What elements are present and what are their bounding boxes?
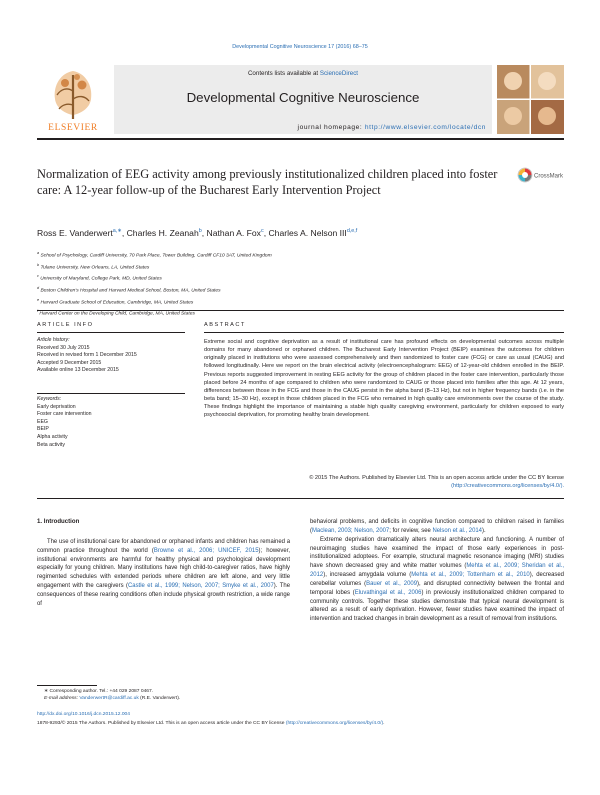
- copyright-text: © 2015 The Authors. Published by Elsevier Ltd. This is an open access article under the CC BY license: [309, 475, 564, 481]
- abstract-heading: ABSTRACT: [204, 322, 246, 328]
- masthead-rule: [37, 138, 564, 140]
- body-column-right: [310, 518, 564, 624]
- history-item: Accepted 9 December 2015: [37, 359, 102, 366]
- body-column-left: [37, 518, 290, 609]
- affiliation-marker: a: [37, 251, 40, 255]
- footer-license-link[interactable]: (http://creativecommons.org/licenses/by/4.0/): [285, 721, 384, 726]
- masthead-title-box: [114, 65, 492, 134]
- elsevier-logo: [37, 65, 109, 134]
- author-affiliation-marker[interactable]: b: [198, 228, 202, 235]
- affiliation-text: School of Psychology, Cardiff University, 70 Park Place, Tower Building, Cardiff CF10 3AT, United Kingdom: [40, 253, 272, 259]
- contents-line: [114, 70, 492, 77]
- paragraph-text: ). The consequences of these rearing conditions often include physical growth restriction, a wide range of: [37, 583, 290, 607]
- affiliation-text: Harvard Center on the Developing Child, Cambridge, MA, United States: [39, 311, 195, 317]
- history-item: Received in revised form 1 December 2015: [37, 352, 137, 359]
- doi-link[interactable]: http://dx.doi.org/10.1016/j.dcn.2015.12.004: [37, 712, 130, 717]
- citation-link[interactable]: Mehta et al., 2009; Tottenham et al., 2010: [411, 572, 530, 579]
- homepage-prefix: journal homepage:: [297, 124, 365, 131]
- history-label: Article history:: [37, 337, 70, 343]
- citation-link[interactable]: Castle et al., 1999; Nelson, 2007; Smyke et al., 2007: [127, 583, 274, 590]
- paragraph-text: ) in previously institutionalized children compared to community controls. Together these studies demonstrate that typical neural development is altered as a result of early deprivation. However, fewer studies have examined the impact of intervention and tracked changes in brain development as a result of removal from institutions.: [310, 589, 564, 623]
- paragraph-text: The use of institutional care for abandoned or orphaned infants and children has remained a common practice throughout the world (: [37, 538, 290, 554]
- author-name: Charles A. Nelson III: [268, 228, 347, 238]
- abstract-copyright: [204, 474, 564, 490]
- citation-link[interactable]: Maclean, 2003; Nelson, 2007: [311, 527, 390, 534]
- affiliation-item: [37, 284, 557, 296]
- email-link[interactable]: VanderwertR@cardiff.ac.uk: [79, 696, 139, 702]
- affiliation-item: [37, 249, 557, 261]
- issn-end: .: [383, 721, 385, 726]
- paragraph-text: ), and disrupted connectivity between the frontal and temporal lobes (: [310, 580, 565, 596]
- author-affiliation-marker[interactable]: c: [260, 228, 264, 235]
- affiliation-text: Harvard Graduate School of Education, Cambridge, MA, United States: [40, 300, 194, 306]
- sciencedirect-link[interactable]: ScienceDirect: [319, 70, 359, 77]
- license-link[interactable]: (http://creativecommons.org/licenses/by/4.0/).: [451, 483, 564, 490]
- article-info-heading: ARTICLE INFO: [37, 322, 94, 328]
- issn-text: 1878-9293/© 2015 The Authors. Published by Elsevier Ltd. This is an open access article under the CC BY license: [37, 721, 286, 726]
- affiliation-text: Boston Children's Hospital and Harvard Medical School, Boston, MA, United States: [40, 288, 221, 294]
- email-note: [44, 695, 294, 702]
- article-title: Normalization of EEG activity among previously institutionalized children placed into foster care: A 12-year follow-up of the Bucharest Early Intervention Project: [37, 167, 498, 197]
- email-label: E-mail address:: [44, 696, 80, 702]
- affiliation-marker: e: [37, 297, 40, 302]
- keyword-item: Beta activity: [37, 441, 65, 448]
- journal-masthead: [37, 65, 564, 142]
- affiliation-marker: d: [37, 285, 40, 290]
- history-item: Available online 13 December 2015: [37, 367, 119, 374]
- article-history: [37, 337, 185, 375]
- paragraph-text: ); however, institutional environments are harmful for healthy physical and psychological development especially for young children. Many institutions have high child-to-caregiver ratios, have highly regimented schedules with extended periods where children are left alone, and very little engagement with the caregivers (: [37, 547, 290, 590]
- abstract-text: Extreme social and cognitive deprivation as a result of institutional care has profound effects on developmental outcomes across multiple domains for many abandoned or orphaned children. The Bucharest Early Intervention Project (BEIP) examines the outcomes for children originally placed in institutions who were assessed comprehensively and then randomized to foster care (FCG) or care as usual (CAUG) and followed longitudinally. Here we report on the brain electrical activity (electroencephalogram: EEG) of 12-year-old children enrolled in the BEIP. Previous reports suggested improvement in resting EEG activity for the group of children placed in the foster care intervention, particularly those placed before 24 months of age compared to children who were randomized to CAUG or those placed into families after this age. At 12 years, differences between those in the FCG and those in the CAUG persist in the alpha band (8–13 Hz), but not in higher frequency bands (i.e. in the beta band; 15–30 Hz), except in those children placed in the FCG who remained in high quality care environments over the course of the study. These findings highlight the importance of maintaining a stable high quality caregiving environment, particularly for children exposed to early psychosocial deprivation, for promoting healthy brain development.: [204, 339, 564, 419]
- author-affiliation-marker[interactable]: a,∗: [112, 228, 122, 235]
- citation-link[interactable]: Mehta et al., 2009; Sheridan et al., 2012: [310, 563, 564, 579]
- crossmark-badge[interactable]: [517, 167, 567, 183]
- citation-link[interactable]: Browne et al., 2006; UNICEF, 2015: [153, 547, 259, 554]
- corresponding-author-note: ∗ Corresponding author. Tel.: +44 029 2087 0467.: [44, 689, 154, 694]
- affiliation-item: [37, 307, 557, 319]
- affiliation-marker: b: [37, 262, 40, 267]
- keyword-item: Foster care intervention: [37, 411, 92, 418]
- journal-reference[interactable]: Developmental Cognitive Neuroscience 17 (2016) 68–75: [232, 44, 368, 50]
- email-suffix: (R.E. Vanderwert).: [138, 696, 181, 702]
- divider: [204, 332, 564, 333]
- paragraph: [310, 518, 564, 536]
- author-name: Nathan A. Fox: [206, 228, 261, 238]
- divider: [37, 332, 185, 333]
- paragraph-text: behavioral problems, and deficits in cognitive function compared to children raised in families (: [310, 519, 564, 534]
- affiliation-marker: c: [37, 274, 39, 279]
- divider: [37, 393, 185, 394]
- keywords-label: Keywords:: [37, 396, 62, 402]
- affiliation-item: [37, 296, 557, 308]
- homepage-link[interactable]: http://www.elsevier.com/locate/dcn: [364, 124, 486, 131]
- keyword-item: BEIP: [37, 426, 49, 433]
- affiliation-text: Tulane University, New Orleans, LA, United States: [40, 265, 150, 271]
- citation-link[interactable]: Eluvathingal et al., 2006: [354, 589, 422, 596]
- citation-link[interactable]: Bauer et al., 2009: [366, 580, 418, 587]
- paragraph-text: ).: [481, 527, 486, 534]
- keyword-item: EEG: [37, 418, 48, 425]
- keywords: [37, 396, 185, 449]
- history-item: Received 30 July 2015: [37, 344, 90, 351]
- footnotes: [44, 688, 294, 703]
- section-heading: 1. Introduction: [37, 518, 80, 525]
- author-list: Ross E. Vanderwert$^{a,∗}$, Charles H. Zeanah$^b$, Nathan A. Fox$^c$, Charles A. Nelson III$^{d,e,f}$: [37, 228, 358, 238]
- journal-homepage: [114, 124, 486, 131]
- paragraph: [37, 538, 290, 609]
- paragraph-text: Extreme deprivation dramatically alters neural architecture and functioning. A number of neuroimaging studies have examined the impact of those early experiences in post-institutionalized adoptees. For example, structural magnetic resonance imaging (MRI) studies have shown decreased grey and white matter volumes (: [310, 536, 564, 570]
- citation-link[interactable]: Nelson et al., 2014: [432, 527, 482, 534]
- affiliation-marker: f: [37, 309, 39, 314]
- author-name: Ross E. Vanderwert: [37, 228, 113, 238]
- divider: [37, 498, 564, 499]
- keyword-item: Alpha activity: [37, 433, 68, 440]
- footnote-divider: [37, 685, 97, 686]
- journal-cover-image: [497, 65, 564, 134]
- elsevier-wordmark: ELSEVIER: [48, 123, 98, 133]
- affiliation-item: [37, 272, 557, 284]
- affiliation-list: [37, 249, 557, 319]
- affiliation-text: University of Maryland, College Park, MD, United States: [40, 276, 162, 282]
- journal-title: Developmental Cognitive Neuroscience: [186, 90, 420, 105]
- crossmark-label: CrossMark: [534, 173, 564, 180]
- affiliation-item: [37, 261, 557, 273]
- issn-license-line: [37, 721, 564, 726]
- paragraph-text: ), decreased cerebellar volumes (: [310, 572, 564, 587]
- contents-prefix: Contents lists available at: [247, 70, 320, 77]
- paragraph-text: ; for review, see: [389, 527, 433, 534]
- paragraph-text: ), increased amygdala volume (: [323, 572, 412, 579]
- keyword-item: Early deprivation: [37, 403, 76, 410]
- paragraph: [310, 536, 564, 624]
- crossmark-icon: [517, 167, 567, 183]
- author-affiliation-marker[interactable]: d,e,f: [346, 228, 358, 235]
- author-name: Charles H. Zeanah: [126, 228, 199, 238]
